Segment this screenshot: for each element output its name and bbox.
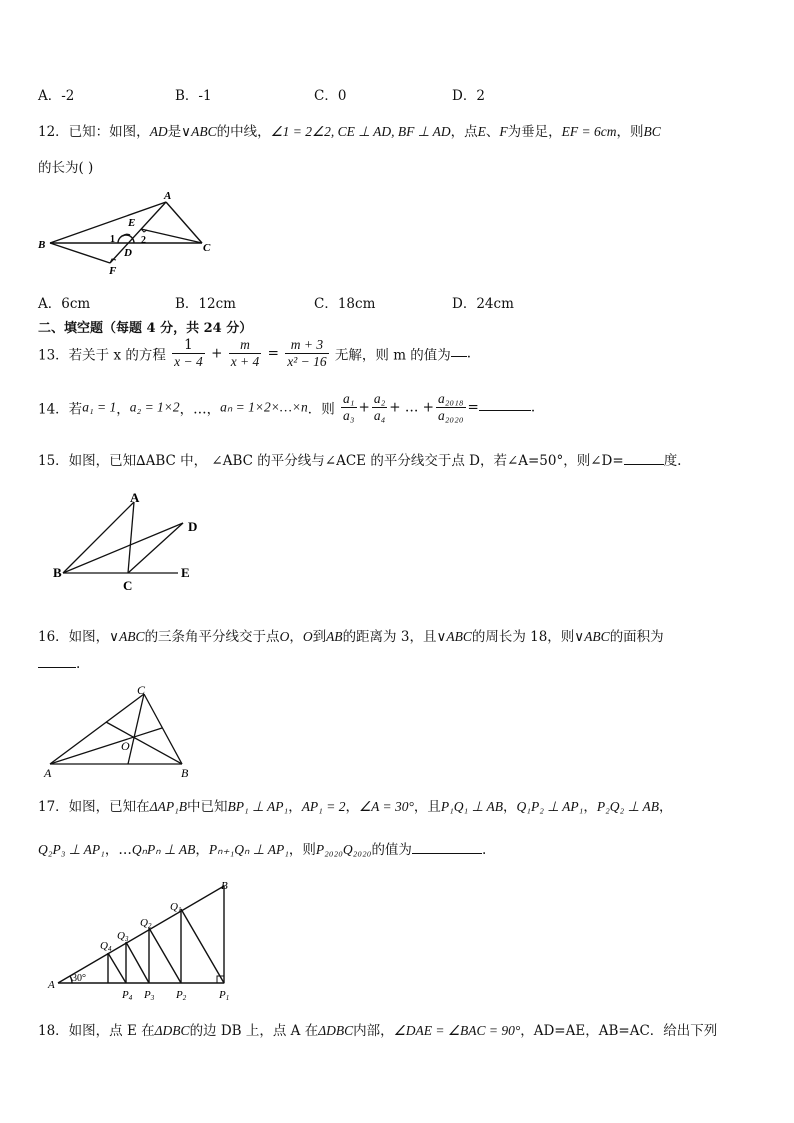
q17-label-p2: P2	[176, 989, 187, 1002]
q17-figure	[44, 876, 244, 1006]
q15-label-d: D	[188, 519, 198, 534]
q17-label-b: B	[221, 880, 228, 892]
q12-label-angle-1: 1	[110, 234, 115, 245]
q17-stem-line1: 17．如图，已知在ΔAP₁B中已知BP₁ ⊥ AP₁，AP₁ = 2，∠A = 30°，且P₁Q₁ ⊥ AB，Q₁P₂ ⊥ AP₁，P₂Q₂ ⊥ AB，	[38, 799, 673, 815]
q16-label-c: C	[137, 683, 146, 697]
q15-figure	[48, 488, 218, 596]
q12-label-e: E	[128, 217, 136, 229]
q14-stem: 14．若a₁ = 1，a₂ = 1×2，…，aₙ = 1×2×…×n．则 $\frac{\text{a₁}}{\text{a₃}}$ + $\frac{\text{a₂}}{\text{a₄}}$ + … + $\frac{\text{a₂₀₁₈}}{\text{a₂₀₂₀}}$ = .	[38, 391, 536, 423]
q18-stem: 18．如图，点 E 在ΔDBC的边 DB 上，点 A 在ΔDBC内部，∠DAE = ∠BAC = 90°，AD=AE，AB=AC．给出下列	[38, 1023, 718, 1039]
q17-label-q3: Q3	[117, 930, 129, 943]
q12-option-a: A．6cm	[38, 296, 91, 312]
q16-figure	[36, 682, 206, 782]
q12-stem-line1: 12．已知：如图，AD是∨ABC的中线，∠1 = 2∠2, CE ⊥ AD, BF ⊥ AD，点E、F为垂足，EF = 6cm，则BC	[38, 124, 661, 140]
q12-label-c: C	[203, 242, 211, 254]
q15-label-e: E	[181, 565, 190, 580]
q16-label-a: A	[44, 766, 52, 780]
q12-label-f: F	[109, 265, 117, 276]
q17-stem-line2: Q₂P₃ ⊥ AP₁，…QₙPₙ ⊥ AB，Pₙ₊₁Qₙ ⊥ AP₁，则P₂₀₂₀Q₂₀₂₀的值为 .	[38, 842, 487, 858]
q11-option-a: A．-2	[38, 88, 75, 104]
q17-label-angle: 30°	[72, 973, 86, 984]
q12-label-a: A	[164, 190, 172, 202]
q17-label-p3: P3	[144, 989, 155, 1002]
q16-label-o: O	[121, 739, 130, 753]
q12-label-d: D	[124, 247, 132, 259]
q12-option-c: C．18cm	[314, 296, 376, 312]
q17-label-q2: Q2	[140, 917, 152, 930]
q15-label-b: B	[53, 565, 62, 580]
q13-stem: 13．若关于 x 的方程 $\frac{1}{x - 4}$ + $\frac{m}{x + 4}$ = $\frac{m + 3}{\text{x² − 16}}$ 无解，则 m 的值为 .	[38, 336, 472, 369]
q16-stem-line2: .	[38, 656, 80, 672]
q17-label-q4: Q4	[100, 940, 112, 953]
section-heading: 二、填空题（每题 4 分，共 24 分）	[38, 321, 253, 336]
q17-label-q1: Q1	[170, 901, 182, 914]
q12-figure	[30, 188, 230, 276]
q16-label-b: B	[181, 766, 189, 780]
q12-label-b: B	[38, 239, 46, 251]
q11-option-d: D．2	[452, 88, 485, 104]
q11-option-c: C．0	[314, 88, 347, 104]
q15-label-c: C	[123, 578, 133, 593]
q17-label-a: A	[48, 979, 55, 991]
q17-label-p4: P4	[122, 989, 133, 1002]
q12-option-b: B．12cm	[175, 296, 236, 312]
q15-label-a: A	[130, 490, 140, 505]
q12-label-angle-2: 2	[141, 235, 146, 246]
q15-stem: 15．如图，已知∆ABC 中， ∠ABC 的平分线与∠ACE 的平分线交于点 D，若∠A=50°，则∠D= 度.	[38, 453, 682, 469]
q17-label-p1: P1	[219, 989, 230, 1002]
q11-option-b: B．-1	[175, 88, 212, 104]
q12-stem-line2: 的长为( )	[38, 160, 94, 176]
q16-stem-line1: 16．如图，∨ABC的三条角平分线交于点O，O到AB的距离为 3，且∨ABC的周长为 18，则∨ABC的面积为	[38, 629, 664, 645]
q12-option-d: D．24cm	[452, 296, 514, 312]
